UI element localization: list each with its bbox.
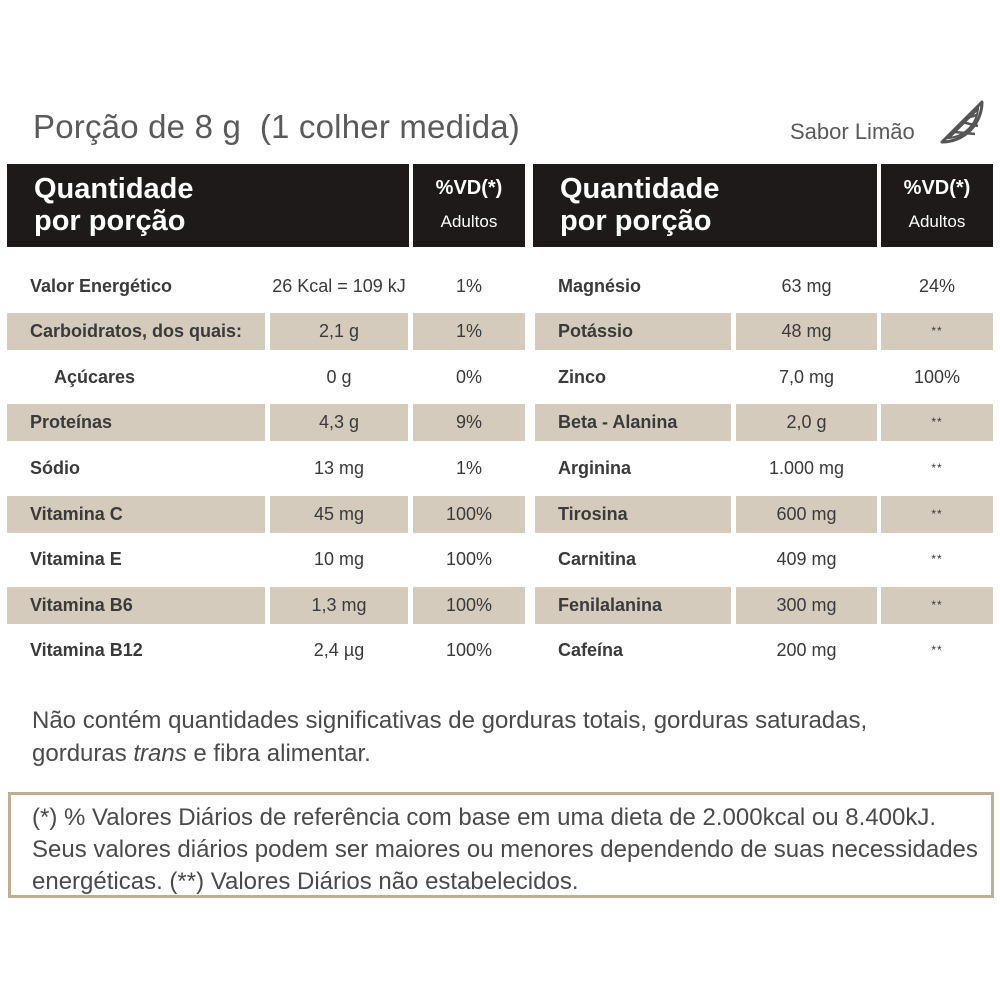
nutrient-daily-value: ** xyxy=(931,552,943,566)
nutrient-daily-value: 1% xyxy=(455,276,482,296)
nutrient-daily-value: ** xyxy=(931,643,943,657)
nutrient-amount: 300 mg xyxy=(736,587,877,624)
nutrient-name: Beta - Alanina xyxy=(535,404,731,441)
nutrient-amount: 1,3 mg xyxy=(270,587,408,624)
header-quantity-line2: por porção xyxy=(560,205,712,237)
portion-size: Porção de 8 g (1 colher medida) xyxy=(33,108,520,145)
nutrient-daily-value: 24% xyxy=(918,276,956,296)
nutrient-daily-value: 100% xyxy=(413,496,525,533)
nutrient-amount: 200 mg xyxy=(776,640,837,660)
nutrient-amount: 1.000 mg xyxy=(768,458,845,478)
nutrient-daily-value: 100% xyxy=(445,640,493,660)
note-italic: trans xyxy=(133,740,187,767)
nutrient-daily-value: 0% xyxy=(455,367,482,387)
nutrient-name: Arginina xyxy=(558,458,632,478)
nutrient-name: Valor Energético xyxy=(30,276,173,296)
header-vd-label: %VD(*) xyxy=(903,177,971,199)
nutrition-note xyxy=(32,704,932,770)
nutrient-amount: 4,3 g xyxy=(270,404,408,441)
nutrient-name: Vitamina C xyxy=(7,496,265,533)
nutrient-name: Cafeína xyxy=(558,640,624,660)
nutrient-name: Sódio xyxy=(30,458,80,478)
nutrient-daily-value: 1% xyxy=(455,458,482,478)
nutrient-daily-value: ** xyxy=(881,404,993,441)
right-header-quantity xyxy=(533,164,877,247)
header-adults-label: Adultos xyxy=(440,212,498,231)
nutrient-amount: 26 Kcal = 109 kJ xyxy=(272,276,406,296)
nutrient-name: Zinco xyxy=(558,367,606,387)
note-text-end: e fibra alimentar. xyxy=(186,740,371,767)
nutrient-amount: 2,0 g xyxy=(736,404,877,441)
header-vd-label: %VD(*) xyxy=(435,177,503,199)
header-quantity-line1: Quantidade xyxy=(560,173,720,205)
nutrient-daily-value: ** xyxy=(881,313,993,350)
nutrient-amount: 13 mg xyxy=(313,458,365,478)
nutrient-daily-value: ** xyxy=(931,461,943,475)
nutrient-amount: 48 mg xyxy=(736,313,877,350)
nutrient-amount: 45 mg xyxy=(270,496,408,533)
nutrient-name: Vitamina B12 xyxy=(30,640,143,660)
nutrient-amount: 63 mg xyxy=(781,276,832,296)
nutrient-name: Carnitina xyxy=(558,549,637,569)
nutrient-name: Tirosina xyxy=(535,496,731,533)
left-header-vd xyxy=(413,164,525,247)
nutrient-daily-value: 1% xyxy=(413,313,525,350)
flavor-label: Sabor Limão xyxy=(790,119,915,144)
nutrient-name: Potássio xyxy=(535,313,731,350)
nutrient-daily-value: 100% xyxy=(445,549,493,569)
nutrient-daily-value: ** xyxy=(881,587,993,624)
nutrient-daily-value: 100% xyxy=(413,587,525,624)
nutrient-name: Vitamina E xyxy=(30,549,122,569)
nutrient-daily-value: 100% xyxy=(913,367,961,387)
footnote-box xyxy=(8,792,994,898)
footnote-text: (*) % Valores Diários de referência com base em uma dieta de 2.000kcal ou 8.400kJ. Seus valores diários podem ser maiores ou menores dependendo de suas necessidades energéticas. (**) Valores Diários não estabelecidos. xyxy=(32,804,978,895)
note-text: Não contém quantidades significativas de gorduras totais, gorduras saturadas, gorduras xyxy=(32,707,868,767)
nutrient-name: Magnésio xyxy=(558,276,642,296)
right-header-vd xyxy=(881,164,993,247)
nutrient-amount: 10 mg xyxy=(313,549,365,569)
nutrient-daily-value: 9% xyxy=(413,404,525,441)
nutrient-name: Carboidratos, dos quais: xyxy=(7,313,265,350)
header-quantity-line2: por porção xyxy=(34,205,186,237)
nutrient-name: Açúcares xyxy=(54,367,136,387)
nutrient-amount: 0 g xyxy=(326,367,352,387)
nutrient-name: Vitamina B6 xyxy=(7,587,265,624)
nutrient-name: Fenilalanina xyxy=(535,587,731,624)
nutrient-name: Proteínas xyxy=(7,404,265,441)
nutrient-daily-value: ** xyxy=(881,496,993,533)
nutrient-amount: 7,0 mg xyxy=(778,367,835,387)
lemon-slice-icon xyxy=(938,98,986,146)
nutrient-amount: 600 mg xyxy=(736,496,877,533)
nutrient-amount: 2,4 µg xyxy=(313,640,365,660)
header-quantity-line1: Quantidade xyxy=(34,173,194,205)
header-adults-label: Adultos xyxy=(908,212,966,231)
nutrient-amount: 2,1 g xyxy=(270,313,408,350)
left-header-quantity xyxy=(7,164,409,247)
nutrient-amount: 409 mg xyxy=(776,549,837,569)
